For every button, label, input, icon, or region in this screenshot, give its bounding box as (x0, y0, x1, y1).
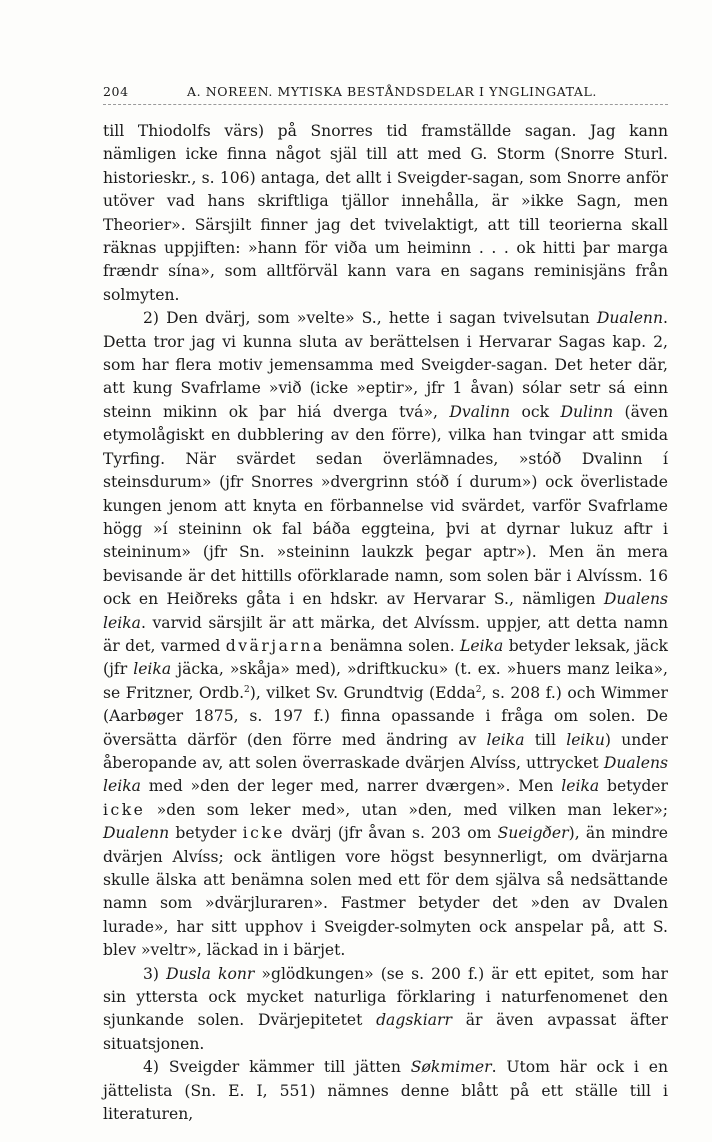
italic-term: leiku (566, 730, 605, 749)
italic-term: dagskiarr (376, 1011, 452, 1030)
text-run: 3) (143, 964, 167, 983)
italic-term: Leika (460, 636, 504, 655)
text-run: , s. 208 f.) och Wimmer (Aarbøger 1875, s. 197 f.) finna opassande i fråga om solen. De översätta därför (den förre med ändring av (103, 683, 668, 749)
running-title: A. NOREEN. MYTISKA BESTÅNDSDELAR I YNGLINGATAL. (187, 84, 597, 99)
text-run: är även avpassat äfter situatsjonen. (103, 1011, 668, 1053)
text-run: med »den der leger med, narrer dværgen». Men (140, 777, 562, 796)
text-run: . varvid särsjilt är att märka, det Alvíssm. uppjer, att detta namn är det, varmed (103, 613, 668, 655)
body-text (103, 120, 668, 1126)
header-rule (103, 104, 668, 105)
text-run: . Detta tror jag vi kunna sluta av berättelsen i Hervarar Sagas kap. 2, som har flera motiv jemensamma med Sveigder-sagan. Det heter där, att kung Svafrlame »við (icke »eptir», jfr 1 åvan) sólar setr sá einn steinn mikinn ok þar hiá dverga tvá», (103, 309, 668, 421)
text-run: ) under åberopande av, att solen överraskade dvärjen Alvíss, uttrycket (103, 730, 668, 772)
italic-term: leika (486, 730, 525, 749)
paragraph-point-3 (103, 963, 668, 1057)
italic-term: Dvalinn (449, 402, 511, 421)
text-run: betyder (599, 777, 668, 796)
text-run: ), än mindre dvärjen Alvíss; ock äntligen vore högst besynnerligt, om dvärjarna skulle älska att benämna solen med ett för dem själva så nedsättande namn som »dvärjluraren». Fastmer betyder det »den av Dvalen lurade», har sitt upphov i Sveigder-solmyten ock anspelar på, att S. blev »veltr», läckad in i bärjet. (103, 824, 668, 960)
text-run: betyder leksak, jäck (jfr (103, 636, 668, 679)
text-run: benämna solen. (324, 636, 461, 655)
text-run: till Thiodolfs värs) på Snorres tid framställde sagan. Jag kann nämligen icke finna något själ till att med G. Storm (Snorre Sturl. historieskr., s. 106) antaga, det allt i Sveigder-sagan, som Snorre anför utöver vad hans skriftliga tjällor innehålla, är »ikke Sagn, men Theorier». Särsjilt finner jag det tvivelaktigt, att till teorierna skall räknas uppjiften: »hann för viða um heiminn . . . ok hitti þar marga frændr sína», som alltförväl kann vara en sagans reminisjäns från solmyten. (103, 122, 668, 304)
italic-term: Dualens leika (103, 590, 668, 632)
text-run: betyder (169, 824, 243, 843)
running-head (103, 84, 668, 102)
text-run: dvärj (jfr åvan s. 203 om (285, 824, 498, 843)
italic-term: Sueigðer (497, 824, 569, 843)
spaced-emphasis: dvärjarna (225, 636, 325, 655)
italic-term: Dualenn (103, 824, 170, 843)
text-run: ), vilket Sv. Grundtvig (Edda (249, 683, 476, 702)
footnote-superscript: 2 (244, 684, 250, 695)
text-run: till (524, 730, 567, 749)
text-run: 4) Sveigder kämmer till jätten (143, 1058, 411, 1077)
text-run: 2) Den dvärj, som »velte» S., hette i sagan tvivelsutan (143, 309, 597, 328)
italic-term: Søkmimer (410, 1058, 492, 1077)
italic-term: leika (133, 660, 172, 679)
footnote-superscript: 2 (475, 684, 482, 695)
italic-term: leika (561, 777, 600, 796)
text-run: »den som leker med», utan »den, med vilken man leker»; (145, 800, 668, 819)
spaced-emphasis: icke (103, 800, 146, 819)
italic-term: Dualens leika (103, 753, 668, 796)
italic-term: Dusla konr (166, 964, 255, 983)
text-run: jäcka, »skåja» med), »driftkucku» (t. ex. »huers manz leika», se Fritzner, Ordb. (103, 660, 668, 702)
text-run: »glödkungen» (se s. 200 f.) är ett epitet, som har sin yttersta ock mycket naturliga förklaring i naturfenomenet den sjunkande solen. Dvärjepitetet (103, 964, 668, 1030)
paragraph-continuation (103, 120, 668, 307)
paragraph-point-2 (103, 307, 668, 962)
text-run: . Utom här ock i en jättelista (Sn. E. I, 551) nämnes denne blått på ett ställe till i literaturen, (103, 1058, 668, 1124)
text-run: ock (510, 402, 561, 421)
spaced-emphasis: icke (242, 824, 286, 843)
italic-term: Dulinn (560, 402, 614, 421)
italic-term: Dualenn (596, 309, 664, 328)
page-number: 204 (103, 84, 129, 99)
paragraph-point-4 (103, 1056, 668, 1126)
text-run: (även etymolågiskt en dubblering av den förre), vilka han tvingar att smida Tyrfing. När svärdet sedan överlämnades, »stóð Dvalinn í steinsdurum» (jfr Snorres »dvergrinn stóð í durum») ock överlistade kungen jenom att knyta en förbannelse vid svärdet, varför Svafrlame högg »í steininn ok fal báða eggteina, þvi at dyrnar lukuz aftr i steininum» (jfr Sn. »steininn laukzk þegar aptr»). Men än mera bevisande är det hittills oförklarade namn, som solen bär i Alvíssm. 16 ock en Heiðreks gåta i en hdskr. av Hervarar S., nämligen (103, 402, 668, 609)
